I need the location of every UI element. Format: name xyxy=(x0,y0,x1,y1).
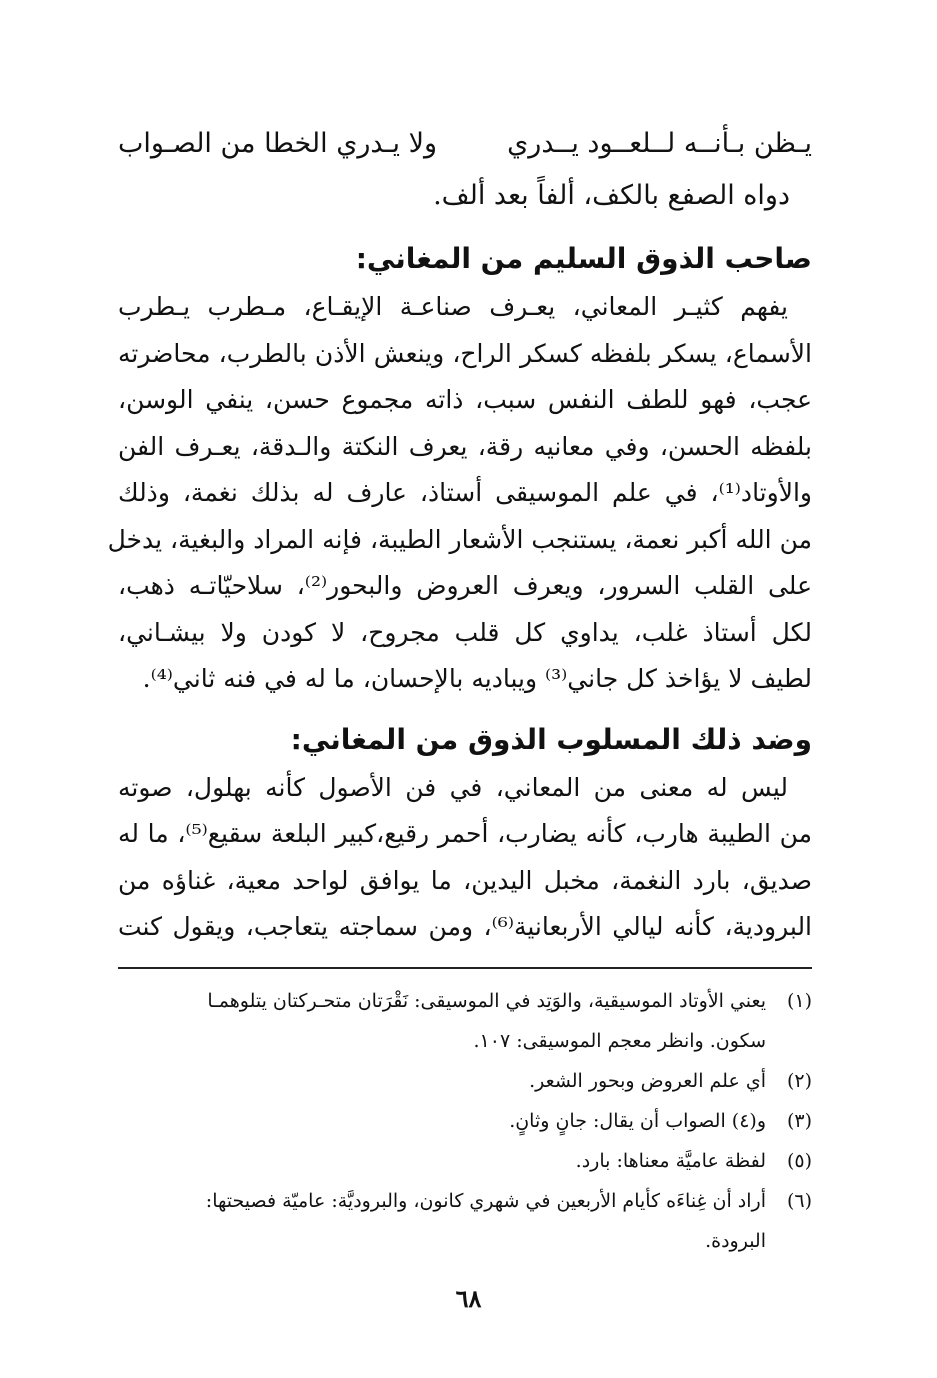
verse-left-hemistich: ولا يـدري الخطا من الصـواب xyxy=(118,128,438,159)
footnotes xyxy=(118,981,812,1261)
footnote-text: يعني الأوتاد الموسيقية، والوَتِد في الموسيقى: نَقْرَتان متحـركتان يتلوهمـا xyxy=(207,989,766,1012)
paragraph-bad-taste xyxy=(118,765,812,951)
paragraph-line: ليس له معنى من المعاني، في فن الأصول كأنه بهلول، صوته xyxy=(118,772,788,802)
footnote-5 xyxy=(118,1141,812,1181)
footnote-text: لفظة عاميَّة معناها: بارد. xyxy=(575,1149,766,1172)
verse-tail-line: دواه الصفع بالكف، ألفاً بعد ألف. xyxy=(433,180,790,211)
paragraph-line: البرودية، كأنه ليالي الأربعانية⁽⁶⁾، ومن سماجته يتعاجب، ويقول كنت xyxy=(118,912,813,941)
paragraph-line: من الله أكبر نعمة، يستنجب الأشعار الطيبة، فإنه المراد والبغية، يدخل xyxy=(107,524,812,554)
paragraph-line: عجب، فهو للطف النفس سبب، ذاته مجموع حسن، ينفي الوسن، xyxy=(118,385,812,414)
paragraph-line: من الطيبة هارب، كأنه يضارب، أحمر رقيع،كبير البلعة سقيع⁽⁵⁾، ما له xyxy=(118,819,812,848)
paragraph-line: يفهم كثيـر المعاني، يعـرف صناعـة الإيقـاع، مـطرب يـطرب xyxy=(118,292,788,321)
section-heading-bad-taste: وضد ذلك المسلوب الذوق من المغاني: xyxy=(290,722,812,756)
section-heading-good-taste: صاحب الذوق السليم من المغاني: xyxy=(355,242,812,275)
book-page xyxy=(107,118,813,1261)
footnote-2 xyxy=(118,1061,812,1101)
footnote-6 xyxy=(118,1181,812,1221)
footnote-text: أراد أن غِناءَه كأيام الأربعين في شهري كانون، والبروديَّة: عاميّة فصيحتها: xyxy=(205,1189,766,1212)
footnote-number: (٥) xyxy=(786,1149,812,1172)
paragraph-good-taste xyxy=(107,284,812,703)
footnote-1-continuation: سكون. وانظر معجم الموسيقى: ١٠٧. xyxy=(473,1029,766,1052)
footnote-text: و(٤) الصواب أن يقال: جانٍ وثانٍ. xyxy=(509,1109,766,1132)
footnote-1 xyxy=(118,981,812,1021)
footnote-text: أي علم العروض وبحور الشعر. xyxy=(529,1069,766,1092)
footnote-number: (٣) xyxy=(786,1109,812,1132)
paragraph-line: الأسماع، يسكر بلفظه كسكر الراح، وينعش الأذن بالطرب، محاضرته xyxy=(118,338,812,368)
paragraph-line: بلفظه الحسن، وفي معانيه رقة، يعرف النكتة والـدقة، يعـرف الفن xyxy=(118,431,812,461)
paragraph-line: لطيف لا يؤاخذ كل جاني⁽³⁾ ويباديه بالإحسان، ما له في فنه ثاني⁽⁴⁾. xyxy=(142,664,812,693)
paragraph-line: والأوتاد⁽¹⁾، في علم الموسيقى أستاذ، عارف له بذلك نغمة، وذلك xyxy=(118,478,812,507)
paragraph-line: صديق، بارد النغمة، مخبل اليدين، ما يوافق لواحد معية، غناؤه من xyxy=(118,865,812,895)
footnote-number: (٦) xyxy=(786,1189,812,1212)
poem-verse xyxy=(118,118,812,170)
verse-right-hemistich: يـظن بـأنــه لــلعــود يــدري xyxy=(507,128,812,159)
footnote-number: (٢) xyxy=(786,1069,812,1092)
footnote-6-continuation: البرودة. xyxy=(705,1229,766,1252)
footnote-number: (١) xyxy=(786,989,812,1012)
paragraph-line: على القلب السرور، ويعرف العروض والبحور⁽²⁾، سلاحيّاتـه ذهب، xyxy=(118,571,812,600)
footnote-3-4 xyxy=(118,1101,812,1141)
page-number: ٦٨ xyxy=(455,1284,482,1313)
paragraph-line: لكل أستاذ غلب، يداوي كل قلب مجروح، لا كودن ولا بيشـاني، xyxy=(118,617,812,647)
footnote-separator xyxy=(118,967,812,969)
